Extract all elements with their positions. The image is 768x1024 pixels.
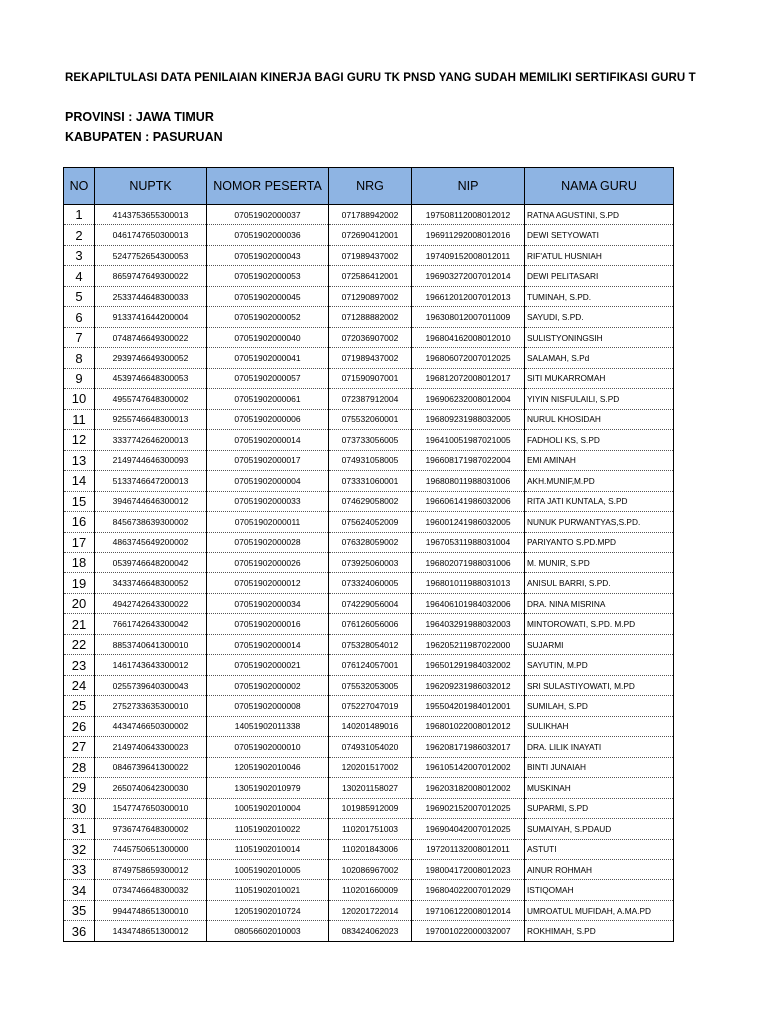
nrg-cell: 074629058002 bbox=[329, 491, 412, 511]
nrg-cell: 073925060003 bbox=[329, 552, 412, 572]
table-row bbox=[64, 614, 674, 634]
no-cell: 11 bbox=[64, 409, 95, 429]
nama-guru-cell: ANISUL BARRI, S.PD. bbox=[525, 573, 674, 593]
nip-cell: 196203182008012002 bbox=[412, 778, 525, 798]
nuptk-cell: 7661742643300042 bbox=[95, 614, 207, 634]
nuptk-cell: 7445750651300000 bbox=[95, 839, 207, 859]
nomor-peserta-cell: 07051902000014 bbox=[207, 634, 329, 654]
nama-guru-cell: NUNUK PURWANTYAS,S.PD. bbox=[525, 512, 674, 532]
table-row bbox=[64, 450, 674, 470]
table-row bbox=[64, 307, 674, 327]
no-cell: 22 bbox=[64, 634, 95, 654]
nrg-cell: 071288882002 bbox=[329, 307, 412, 327]
table-body bbox=[64, 205, 674, 942]
table-row bbox=[64, 471, 674, 491]
table-row bbox=[64, 409, 674, 429]
nip-cell: 196802071988031006 bbox=[412, 552, 525, 572]
nip-cell: 196812072008012017 bbox=[412, 368, 525, 388]
no-cell: 35 bbox=[64, 900, 95, 920]
no-cell: 26 bbox=[64, 716, 95, 736]
nama-guru-cell: RATNA AGUSTINI, S.PD bbox=[525, 205, 674, 225]
nomor-peserta-cell: 07051902000053 bbox=[207, 266, 329, 286]
table-row bbox=[64, 532, 674, 552]
nip-cell: 196804022007012029 bbox=[412, 880, 525, 900]
no-cell: 4 bbox=[64, 266, 95, 286]
teacher-table bbox=[63, 167, 674, 942]
no-cell: 1 bbox=[64, 205, 95, 225]
nip-cell: 197508112008012012 bbox=[412, 205, 525, 225]
table-row bbox=[64, 552, 674, 572]
nip-cell: 197106122008012014 bbox=[412, 900, 525, 920]
nip-cell: 196205211987022000 bbox=[412, 634, 525, 654]
nuptk-cell: 0539746648200042 bbox=[95, 552, 207, 572]
nomor-peserta-cell: 07051902000061 bbox=[207, 389, 329, 409]
table-row bbox=[64, 266, 674, 286]
nrg-cell: 072690412001 bbox=[329, 225, 412, 245]
nip-cell: 196209231986032012 bbox=[412, 675, 525, 695]
nama-guru-cell: DRA. LILIK INAYATI bbox=[525, 737, 674, 757]
nrg-cell: 073324060005 bbox=[329, 573, 412, 593]
nuptk-cell: 9255746648300013 bbox=[95, 409, 207, 429]
no-cell: 17 bbox=[64, 532, 95, 552]
nama-guru-cell: SRI SULASTIYOWATI, M.PD bbox=[525, 675, 674, 695]
no-cell: 30 bbox=[64, 798, 95, 818]
nrg-cell: 072387912004 bbox=[329, 389, 412, 409]
nuptk-cell: 5247752654300053 bbox=[95, 245, 207, 265]
table-row bbox=[64, 430, 674, 450]
nomor-peserta-cell: 07051902000016 bbox=[207, 614, 329, 634]
nama-guru-cell: M. MUNIR, S.PD bbox=[525, 552, 674, 572]
nuptk-cell: 4942742643300022 bbox=[95, 593, 207, 613]
nomor-peserta-cell: 07051902000012 bbox=[207, 573, 329, 593]
no-cell: 25 bbox=[64, 696, 95, 716]
nomor-peserta-cell: 07051902000040 bbox=[207, 327, 329, 347]
nip-cell: 197409152008012011 bbox=[412, 245, 525, 265]
nuptk-cell: 0748746649300022 bbox=[95, 327, 207, 347]
nip-cell: 196308012007011009 bbox=[412, 307, 525, 327]
nama-guru-cell: FADHOLI KS, S.PD bbox=[525, 430, 674, 450]
table-row bbox=[64, 573, 674, 593]
no-cell: 14 bbox=[64, 471, 95, 491]
nomor-peserta-cell: 11051902010021 bbox=[207, 880, 329, 900]
no-cell: 7 bbox=[64, 327, 95, 347]
nuptk-cell: 9133741644200004 bbox=[95, 307, 207, 327]
nuptk-cell: 2149740643300023 bbox=[95, 737, 207, 757]
nrg-cell: 072036907002 bbox=[329, 327, 412, 347]
nama-guru-cell: SUMILAH, S.PD bbox=[525, 696, 674, 716]
nama-guru-cell: DEWI PELITASARI bbox=[525, 266, 674, 286]
nama-guru-cell: MUSKINAH bbox=[525, 778, 674, 798]
nrg-cell: 130201158027 bbox=[329, 778, 412, 798]
nrg-cell: 075328054012 bbox=[329, 634, 412, 654]
nip-cell: 196208171986032017 bbox=[412, 737, 525, 757]
nama-guru-cell: BINTI JUNAIAH bbox=[525, 757, 674, 777]
nip-cell: 196911292008012016 bbox=[412, 225, 525, 245]
nrg-cell: 071590907001 bbox=[329, 368, 412, 388]
nuptk-cell: 1461743643300012 bbox=[95, 655, 207, 675]
nip-cell: 197001022000032007 bbox=[412, 921, 525, 941]
table-row bbox=[64, 205, 674, 225]
nomor-peserta-cell: 10051902010004 bbox=[207, 798, 329, 818]
nuptk-cell: 2650740642300030 bbox=[95, 778, 207, 798]
nuptk-cell: 4955747648300002 bbox=[95, 389, 207, 409]
nuptk-cell: 3337742646200013 bbox=[95, 430, 207, 450]
table-row bbox=[64, 798, 674, 818]
nip-cell: 196808011988031006 bbox=[412, 471, 525, 491]
nuptk-cell: 2752733635300010 bbox=[95, 696, 207, 716]
nrg-cell: 110201843006 bbox=[329, 839, 412, 859]
nrg-cell: 110201660009 bbox=[329, 880, 412, 900]
no-cell: 12 bbox=[64, 430, 95, 450]
nama-guru-cell: SUMAIYAH, S.PDAUD bbox=[525, 819, 674, 839]
provinsi-label: PROVINSI : JAWA TIMUR bbox=[65, 110, 214, 124]
nrg-cell: 075624052009 bbox=[329, 512, 412, 532]
nrg-cell: 071290897002 bbox=[329, 286, 412, 306]
nrg-cell: 076126056006 bbox=[329, 614, 412, 634]
table-row bbox=[64, 839, 674, 859]
nama-guru-cell: AINUR ROHMAH bbox=[525, 860, 674, 880]
nomor-peserta-cell: 07051902000026 bbox=[207, 552, 329, 572]
no-cell: 16 bbox=[64, 512, 95, 532]
table-row bbox=[64, 819, 674, 839]
nuptk-cell: 8456738639300002 bbox=[95, 512, 207, 532]
nomor-peserta-cell: 07051902000036 bbox=[207, 225, 329, 245]
column-header-nama-guru: NAMA GURU bbox=[525, 168, 674, 205]
nip-cell: 196403291988032003 bbox=[412, 614, 525, 634]
nip-cell: 196410051987021005 bbox=[412, 430, 525, 450]
table-row bbox=[64, 900, 674, 920]
no-cell: 18 bbox=[64, 552, 95, 572]
nama-guru-cell: YIYIN NISFULAILI, S.PD bbox=[525, 389, 674, 409]
table-row bbox=[64, 757, 674, 777]
nuptk-cell: 8659747649300022 bbox=[95, 266, 207, 286]
nip-cell: 196801011988031013 bbox=[412, 573, 525, 593]
nrg-cell: 071788942002 bbox=[329, 205, 412, 225]
nip-cell: 196801022008012012 bbox=[412, 716, 525, 736]
nomor-peserta-cell: 07051902000033 bbox=[207, 491, 329, 511]
nip-cell: 196608171987022004 bbox=[412, 450, 525, 470]
nuptk-cell: 3433746648300052 bbox=[95, 573, 207, 593]
table-row bbox=[64, 675, 674, 695]
nuptk-cell: 0255739640300043 bbox=[95, 675, 207, 695]
column-header-nrg: NRG bbox=[329, 168, 412, 205]
nuptk-cell: 4863745649200002 bbox=[95, 532, 207, 552]
no-cell: 29 bbox=[64, 778, 95, 798]
nuptk-cell: 8853740641300010 bbox=[95, 634, 207, 654]
nama-guru-cell: SUJARMI bbox=[525, 634, 674, 654]
table-row bbox=[64, 860, 674, 880]
nama-guru-cell: SULIKHAH bbox=[525, 716, 674, 736]
nomor-peserta-cell: 08056602010003 bbox=[207, 921, 329, 941]
no-cell: 10 bbox=[64, 389, 95, 409]
no-cell: 5 bbox=[64, 286, 95, 306]
nuptk-cell: 9736747648300002 bbox=[95, 819, 207, 839]
nama-guru-cell: RIF'ATUL HUSNIAH bbox=[525, 245, 674, 265]
no-cell: 6 bbox=[64, 307, 95, 327]
nama-guru-cell: SITI MUKARROMAH bbox=[525, 368, 674, 388]
nama-guru-cell: SULISTYONINGSIH bbox=[525, 327, 674, 347]
nuptk-cell: 4143753655300013 bbox=[95, 205, 207, 225]
nomor-peserta-cell: 07051902000014 bbox=[207, 430, 329, 450]
table-row bbox=[64, 225, 674, 245]
table-row bbox=[64, 778, 674, 798]
no-cell: 9 bbox=[64, 368, 95, 388]
nip-cell: 196105142007012002 bbox=[412, 757, 525, 777]
nip-cell: 196906232008012004 bbox=[412, 389, 525, 409]
nomor-peserta-cell: 07051902000008 bbox=[207, 696, 329, 716]
no-cell: 23 bbox=[64, 655, 95, 675]
no-cell: 19 bbox=[64, 573, 95, 593]
nuptk-cell: 2533744648300033 bbox=[95, 286, 207, 306]
no-cell: 13 bbox=[64, 450, 95, 470]
table-row bbox=[64, 245, 674, 265]
nip-cell: 196406101984032006 bbox=[412, 593, 525, 613]
nama-guru-cell: SAYUDI, S.PD. bbox=[525, 307, 674, 327]
table-row bbox=[64, 389, 674, 409]
nama-guru-cell: SALAMAH, S.Pd bbox=[525, 348, 674, 368]
nip-cell: 196501291984032002 bbox=[412, 655, 525, 675]
nip-cell: 196902152007012025 bbox=[412, 798, 525, 818]
column-header-nip: NIP bbox=[412, 168, 525, 205]
nrg-cell: 075227047019 bbox=[329, 696, 412, 716]
nip-cell: 195504201984012001 bbox=[412, 696, 525, 716]
nama-guru-cell: SUPARMI, S.PD bbox=[525, 798, 674, 818]
kabupaten-label: KABUPATEN : PASURUAN bbox=[65, 130, 223, 144]
nrg-cell: 101985912009 bbox=[329, 798, 412, 818]
nip-cell: 196705311988031004 bbox=[412, 532, 525, 552]
no-cell: 28 bbox=[64, 757, 95, 777]
nomor-peserta-cell: 07051902000043 bbox=[207, 245, 329, 265]
nrg-cell: 075532053005 bbox=[329, 675, 412, 695]
nama-guru-cell: SAYUTIN, M.PD bbox=[525, 655, 674, 675]
table-row bbox=[64, 696, 674, 716]
no-cell: 31 bbox=[64, 819, 95, 839]
nomor-peserta-cell: 07051902000021 bbox=[207, 655, 329, 675]
nrg-cell: 071989437002 bbox=[329, 348, 412, 368]
nrg-cell: 071989437002 bbox=[329, 245, 412, 265]
nrg-cell: 102086967002 bbox=[329, 860, 412, 880]
nrg-cell: 110201751003 bbox=[329, 819, 412, 839]
table-row bbox=[64, 737, 674, 757]
nrg-cell: 076124057001 bbox=[329, 655, 412, 675]
nomor-peserta-cell: 07051902000028 bbox=[207, 532, 329, 552]
column-header-nomor-peserta: NOMOR PESERTA bbox=[207, 168, 329, 205]
nuptk-cell: 5133746647200013 bbox=[95, 471, 207, 491]
nuptk-cell: 3946744646300012 bbox=[95, 491, 207, 511]
nomor-peserta-cell: 07051902000057 bbox=[207, 368, 329, 388]
nip-cell: 196903272007012014 bbox=[412, 266, 525, 286]
no-cell: 3 bbox=[64, 245, 95, 265]
nama-guru-cell: DRA. NINA MISRINA bbox=[525, 593, 674, 613]
nama-guru-cell: UMROATUL MUFIDAH, A.MA.PD bbox=[525, 900, 674, 920]
nomor-peserta-cell: 07051902000006 bbox=[207, 409, 329, 429]
no-cell: 34 bbox=[64, 880, 95, 900]
nrg-cell: 140201489016 bbox=[329, 716, 412, 736]
table-row bbox=[64, 348, 674, 368]
no-cell: 15 bbox=[64, 491, 95, 511]
nuptk-cell: 0846739641300022 bbox=[95, 757, 207, 777]
nip-cell: 196904042007012025 bbox=[412, 819, 525, 839]
nomor-peserta-cell: 07051902000041 bbox=[207, 348, 329, 368]
nama-guru-cell: DEWI SETYOWATI bbox=[525, 225, 674, 245]
no-cell: 21 bbox=[64, 614, 95, 634]
no-cell: 36 bbox=[64, 921, 95, 941]
table-row bbox=[64, 491, 674, 511]
nuptk-cell: 4539746648300053 bbox=[95, 368, 207, 388]
nrg-cell: 076328059002 bbox=[329, 532, 412, 552]
nomor-peserta-cell: 07051902000052 bbox=[207, 307, 329, 327]
nip-cell: 196804162008012010 bbox=[412, 327, 525, 347]
table-row bbox=[64, 368, 674, 388]
table-row bbox=[64, 880, 674, 900]
nama-guru-cell: ROKHIMAH, S.PD bbox=[525, 921, 674, 941]
table-row bbox=[64, 327, 674, 347]
nuptk-cell: 4434746650300002 bbox=[95, 716, 207, 736]
page-title: REKAPILTULASI DATA PENILAIAN KINERJA BAGI GURU TK PNSD YANG SUDAH MEMILIKI SERTIFIKASI GURU T bbox=[65, 72, 696, 84]
nomor-peserta-cell: 07051902000002 bbox=[207, 675, 329, 695]
nrg-cell: 075532060001 bbox=[329, 409, 412, 429]
column-header-nuptk: NUPTK bbox=[95, 168, 207, 205]
table-row bbox=[64, 512, 674, 532]
nuptk-cell: 8749758659300012 bbox=[95, 860, 207, 880]
nrg-cell: 083424062023 bbox=[329, 921, 412, 941]
nrg-cell: 073733056005 bbox=[329, 430, 412, 450]
no-cell: 20 bbox=[64, 593, 95, 613]
table-row bbox=[64, 716, 674, 736]
nip-cell: 196001241986032005 bbox=[412, 512, 525, 532]
nip-cell: 196612012007012013 bbox=[412, 286, 525, 306]
nomor-peserta-cell: 14051902011338 bbox=[207, 716, 329, 736]
nomor-peserta-cell: 07051902000037 bbox=[207, 205, 329, 225]
no-cell: 2 bbox=[64, 225, 95, 245]
nrg-cell: 120201722014 bbox=[329, 900, 412, 920]
nuptk-cell: 2939746649300052 bbox=[95, 348, 207, 368]
nama-guru-cell: NURUL KHOSIDAH bbox=[525, 409, 674, 429]
table-header-row bbox=[64, 168, 674, 205]
nomor-peserta-cell: 07051902000004 bbox=[207, 471, 329, 491]
no-cell: 27 bbox=[64, 737, 95, 757]
nomor-peserta-cell: 10051902010005 bbox=[207, 860, 329, 880]
nip-cell: 196606141986032006 bbox=[412, 491, 525, 511]
nuptk-cell: 1547747650300010 bbox=[95, 798, 207, 818]
nama-guru-cell: MINTOROWATI, S.PD. M.PD bbox=[525, 614, 674, 634]
nuptk-cell: 2149744646300093 bbox=[95, 450, 207, 470]
nomor-peserta-cell: 07051902000011 bbox=[207, 512, 329, 532]
nama-guru-cell: ISTIQOMAH bbox=[525, 880, 674, 900]
nrg-cell: 074931054020 bbox=[329, 737, 412, 757]
nomor-peserta-cell: 12051902010046 bbox=[207, 757, 329, 777]
nama-guru-cell: ASTUTI bbox=[525, 839, 674, 859]
table-row bbox=[64, 593, 674, 613]
no-cell: 24 bbox=[64, 675, 95, 695]
no-cell: 8 bbox=[64, 348, 95, 368]
nama-guru-cell: EMI AMINAH bbox=[525, 450, 674, 470]
nama-guru-cell: AKH.MUNIF,M.PD bbox=[525, 471, 674, 491]
no-cell: 33 bbox=[64, 860, 95, 880]
nama-guru-cell: RITA JATI KUNTALA, S.PD bbox=[525, 491, 674, 511]
nama-guru-cell: PARIYANTO S.PD.MPD bbox=[525, 532, 674, 552]
nrg-cell: 074931058005 bbox=[329, 450, 412, 470]
nip-cell: 196809231988032005 bbox=[412, 409, 525, 429]
table-row bbox=[64, 655, 674, 675]
table-row bbox=[64, 921, 674, 941]
nomor-peserta-cell: 11051902010014 bbox=[207, 839, 329, 859]
nuptk-cell: 1434748651300012 bbox=[95, 921, 207, 941]
nama-guru-cell: TUMINAH, S.PD. bbox=[525, 286, 674, 306]
nomor-peserta-cell: 07051902000045 bbox=[207, 286, 329, 306]
nuptk-cell: 0461747650300013 bbox=[95, 225, 207, 245]
table-row bbox=[64, 286, 674, 306]
nomor-peserta-cell: 13051902010979 bbox=[207, 778, 329, 798]
nuptk-cell: 9944748651300010 bbox=[95, 900, 207, 920]
column-header-no: NO bbox=[64, 168, 95, 205]
nrg-cell: 074229056004 bbox=[329, 593, 412, 613]
nomor-peserta-cell: 12051902010724 bbox=[207, 900, 329, 920]
nrg-cell: 073331060001 bbox=[329, 471, 412, 491]
nomor-peserta-cell: 07051902000010 bbox=[207, 737, 329, 757]
nuptk-cell: 0734746648300032 bbox=[95, 880, 207, 900]
no-cell: 32 bbox=[64, 839, 95, 859]
nip-cell: 196806072007012025 bbox=[412, 348, 525, 368]
nomor-peserta-cell: 11051902010022 bbox=[207, 819, 329, 839]
nomor-peserta-cell: 07051902000017 bbox=[207, 450, 329, 470]
nrg-cell: 120201517002 bbox=[329, 757, 412, 777]
nip-cell: 198004172008012023 bbox=[412, 860, 525, 880]
nomor-peserta-cell: 07051902000034 bbox=[207, 593, 329, 613]
table-row bbox=[64, 634, 674, 654]
nrg-cell: 072586412001 bbox=[329, 266, 412, 286]
nip-cell: 197201132008012011 bbox=[412, 839, 525, 859]
